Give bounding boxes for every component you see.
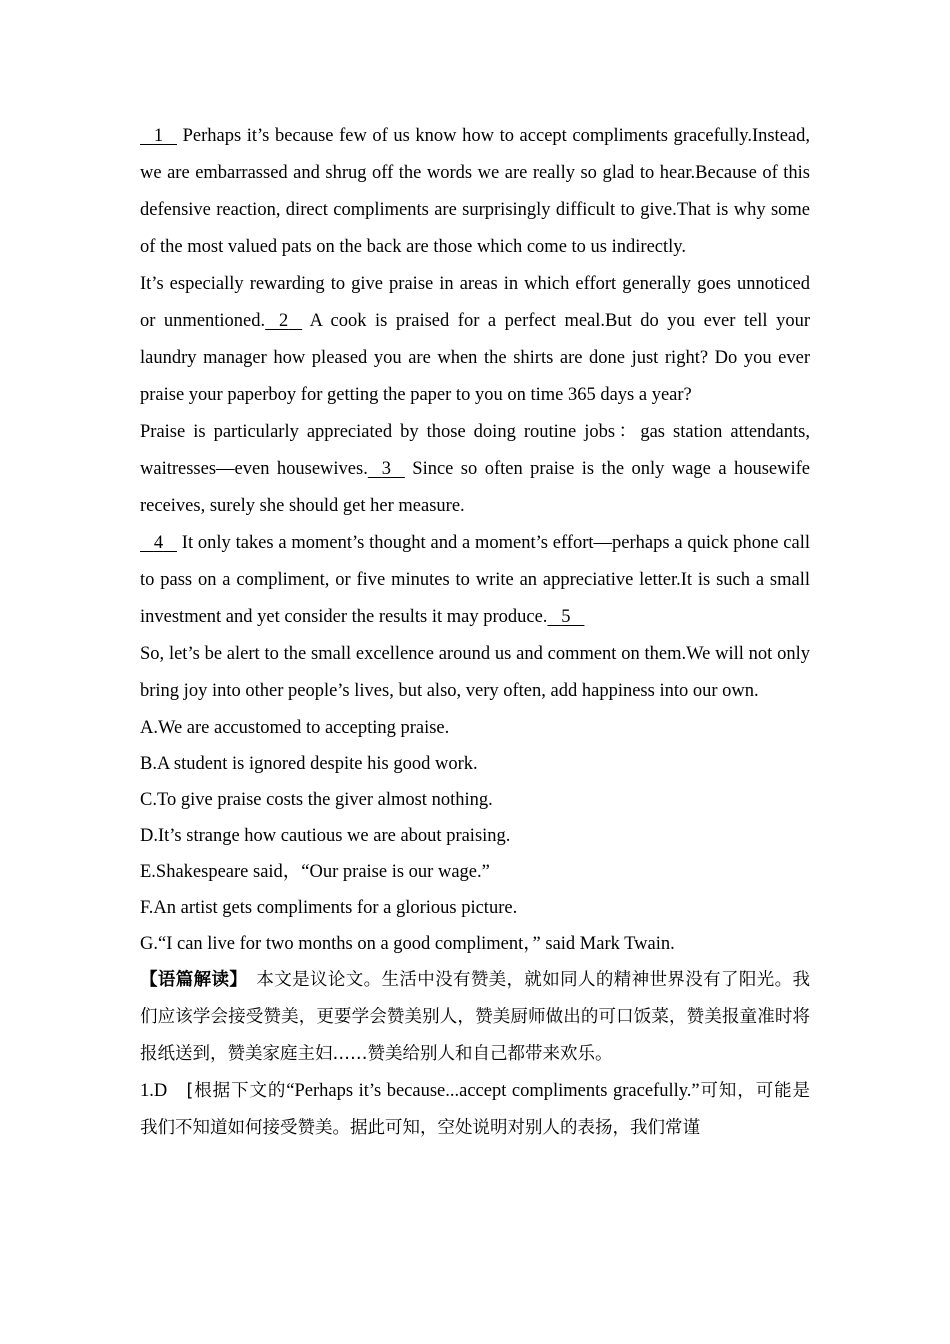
answer-1-bracket: [根据下文的 xyxy=(167,1081,287,1101)
paragraph-3 xyxy=(140,414,810,525)
paragraph-3-after: Since so often praise is the only wage a housewife receives, surely she should get her measure. xyxy=(140,459,811,516)
paragraph-4 xyxy=(140,525,810,636)
analysis-paragraph xyxy=(140,962,810,1073)
answer-1 xyxy=(140,1073,810,1147)
blank-1: 1 xyxy=(153,126,164,146)
blank-3: 3 xyxy=(381,459,391,479)
analysis-heading: 【语篇解读】 xyxy=(140,970,239,990)
answer-1-quote: “Perhaps it’s because...accept compliments gracefully.” xyxy=(286,1081,700,1101)
option-a: A.We are accustomed to accepting praise. xyxy=(140,718,450,738)
blank-4: 4 xyxy=(153,533,164,553)
paragraph-2-after: A cook is praised for a perfect meal.But do you ever tell your laundry manager how pleased you are when the shirts are done just right? Do you ever praise your paperboy for getting the paper to you on time 365 days a year? xyxy=(140,311,810,405)
option-c: C.To give praise costs the giver almost nothing. xyxy=(140,790,493,810)
answer-1-text: 可知，可能是我们不知道如何接受赞美。据此可知，空处说明对别人的表扬，我们常谨 xyxy=(140,1081,810,1138)
option-d: D.It’s strange how cautious we are about praising. xyxy=(140,826,511,846)
paragraph-2-before: It’s especially rewarding to give praise in areas in which effort generally goes unnoticed or unmentioned. xyxy=(140,274,810,331)
analysis-text: 本文是议论文。生活中没有赞美，就如同人的精神世界没有了阳光。我们应该学会接受赞美，更要学会赞美别人，赞美厨师做出的可口饭菜，赞美报童准时将报纸送到，赞美家庭主妇……赞美给别人和自己都带来欢乐。 xyxy=(140,970,811,1064)
answer-1-label: 1.D xyxy=(140,1081,168,1101)
option-e: E.Shakespeare said，“Our praise is our wage.” xyxy=(140,862,490,882)
paragraph-5-text: So, let’s be alert to the small excellence around us and comment on them.We will not only bring joy into other people’s lives, but also, very often, add happiness into our own. xyxy=(140,644,810,701)
paragraph-3-before: Praise is particularly appreciated by those doing routine jobs：gas station attendants, waitresses—even housewives. xyxy=(140,422,810,479)
option-f: F.An artist gets compliments for a glorious picture. xyxy=(140,898,518,918)
paragraph-1 xyxy=(140,118,810,266)
blank-2: 2 xyxy=(279,311,289,331)
option-g: G.“I can live for two months on a good compliment，” said Mark Twain. xyxy=(140,934,675,954)
document-page xyxy=(140,118,810,1147)
option-b: B.A student is ignored despite his good work. xyxy=(140,754,478,774)
paragraph-1-text: Perhaps it’s because few of us know how to accept compliments gracefully.Instead, we are embarrassed and shrug off the words we are really so glad to hear.Because of this defensive reaction, direct compliments are surprisingly difficult to give.That is why some of the most valued pats on the back are those which come to us indirectly. xyxy=(140,126,810,257)
paragraph-5 xyxy=(140,636,810,710)
paragraph-2 xyxy=(140,266,810,414)
paragraph-4-text: It only takes a moment’s thought and a moment’s effort—perhaps a quick phone call to pass on a compliment, or five minutes to write an appreciative letter.It is such a small investment and yet consider the results it may produce. xyxy=(140,533,810,627)
blank-5: 5 xyxy=(561,607,571,627)
